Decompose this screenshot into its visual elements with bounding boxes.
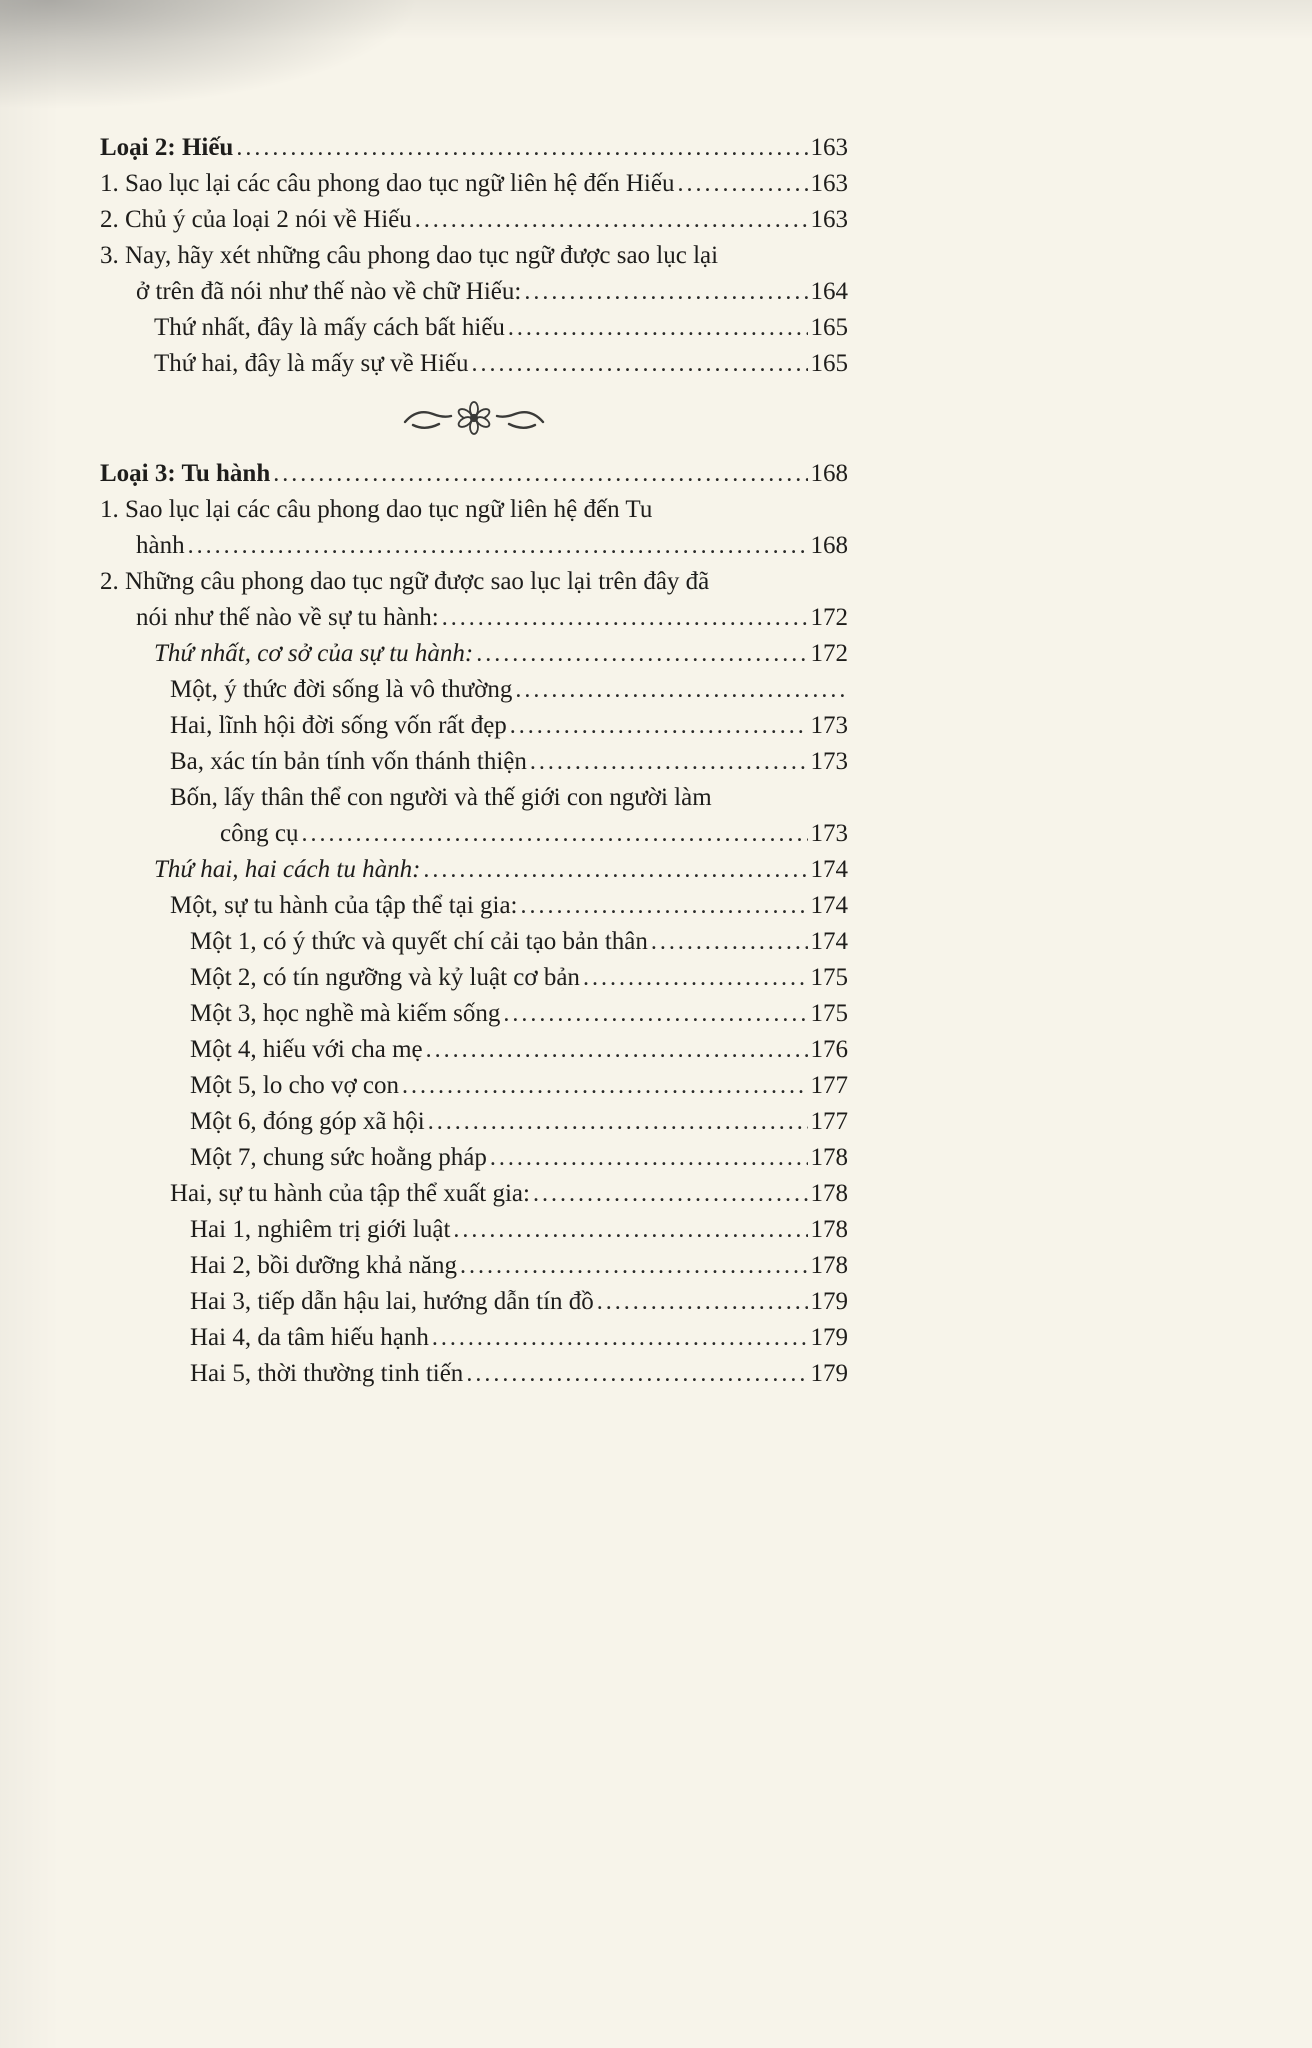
toc-entry <box>100 744 848 780</box>
page-number: 174 <box>810 892 848 919</box>
toc-entry-text: Một 2, có tín ngưỡng và kỷ luật cơ bản <box>190 964 580 991</box>
toc-entry-text: Một 6, đóng góp xã hội <box>190 1108 425 1135</box>
dot-leader <box>521 888 808 924</box>
toc-entry-text: Ba, xác tín bản tính vốn thánh thiện <box>170 748 527 775</box>
page-number: 175 <box>810 964 848 991</box>
toc-entry <box>100 202 848 238</box>
toc-section-loai-2 <box>100 130 848 382</box>
page-number: 165 <box>810 314 848 341</box>
dot-leader <box>524 274 807 310</box>
toc-entry-text: Thứ nhất, cơ sở của sự tu hành: <box>154 640 474 667</box>
page-number: 168 <box>810 460 848 487</box>
page-number: 163 <box>810 134 848 161</box>
dot-leader <box>476 636 807 672</box>
page-number: 172 <box>810 604 848 631</box>
toc-entry-text: Hai 2, bồi dưỡng khả năng <box>190 1252 458 1279</box>
toc-entry-text: Hai 3, tiếp dẫn hậu lai, hướng dẫn tín đồ <box>190 1288 594 1315</box>
toc-entry-text: Loại 3: Tu hành <box>100 460 271 487</box>
dot-leader <box>432 1320 808 1356</box>
toc-entry <box>100 1140 848 1176</box>
toc-entry-text: Một 7, chung sức hoằng pháp <box>190 1144 487 1171</box>
toc-entry-text: Thứ hai, hai cách tu hành: <box>154 856 421 883</box>
toc-entry <box>100 492 848 528</box>
toc-entry <box>100 166 848 202</box>
dot-leader <box>426 1032 808 1068</box>
dot-leader <box>415 202 808 238</box>
dot-leader <box>428 1104 808 1140</box>
page-number: 163 <box>810 170 848 197</box>
dot-leader <box>301 816 807 852</box>
dot-leader <box>273 456 807 492</box>
toc-entry-text: Một, sự tu hành của tập thể tại gia: <box>170 892 518 919</box>
page-number: 172 <box>810 640 848 667</box>
dot-leader <box>515 672 845 708</box>
toc-entry-text: Hai, lĩnh hội đời sống vốn rất đẹp <box>170 712 507 739</box>
dot-leader <box>530 744 808 780</box>
toc-entry-text: Hai 1, nghiêm trị giới luật <box>190 1216 451 1243</box>
dot-leader <box>402 1068 807 1104</box>
toc-entry <box>100 1104 848 1140</box>
page-number: 163 <box>810 206 848 233</box>
toc-entry-text: Một, ý thức đời sống là vô thường <box>170 676 513 703</box>
dot-leader <box>472 346 808 382</box>
dot-leader <box>651 924 808 960</box>
toc-entry <box>100 274 848 310</box>
toc-entry-text: Một 5, lo cho vợ con <box>190 1072 400 1099</box>
toc-entry <box>100 1212 848 1248</box>
toc-entry <box>100 456 848 492</box>
toc-entry-text: nói như thế nào về sự tu hành: <box>136 604 439 631</box>
page-number: 173 <box>810 820 848 847</box>
dot-leader <box>466 1356 807 1392</box>
page-number: 173 <box>810 712 848 739</box>
page-number: 175 <box>810 1000 848 1027</box>
toc-entry <box>100 1248 848 1284</box>
dot-leader <box>597 1284 808 1320</box>
toc-entry-text: 1. Sao lục lại các câu phong dao tục ngữ liên hệ đến Tu <box>100 496 653 523</box>
page-number: 176 <box>810 1036 848 1063</box>
toc-entry <box>100 310 848 346</box>
page-number: 174 <box>810 856 848 883</box>
toc-entry-text: Hai, sự tu hành của tập thể xuất gia: <box>170 1180 530 1207</box>
page-number: 178 <box>810 1144 848 1171</box>
toc-entry <box>100 780 848 816</box>
page-number: 178 <box>810 1216 848 1243</box>
dot-leader <box>583 960 808 996</box>
toc-entry <box>100 564 848 600</box>
page-number: 173 <box>810 748 848 775</box>
page-number: 177 <box>810 1072 848 1099</box>
toc-entry-text: Hai 4, da tâm hiếu hạnh <box>190 1324 429 1351</box>
toc-entry-text: 2. Những câu phong dao tục ngữ được sao lục lại trên đây đã <box>100 568 710 595</box>
toc-entry <box>100 600 848 636</box>
toc-entry <box>100 636 848 672</box>
toc-entry <box>100 708 848 744</box>
toc-entry-text: Loại 2: Hiếu <box>100 134 234 161</box>
dot-leader <box>677 166 807 202</box>
toc-entry <box>100 1356 848 1392</box>
toc-entry <box>100 346 848 382</box>
page-number: 178 <box>810 1252 848 1279</box>
dot-leader <box>188 528 808 564</box>
toc-entry-text: 1. Sao lục lại các câu phong dao tục ngữ liên hệ đến Hiếu <box>100 170 675 197</box>
dot-leader <box>442 600 808 636</box>
toc-entry <box>100 528 848 564</box>
page-number: 179 <box>810 1324 848 1351</box>
floral-divider-icon <box>100 398 848 438</box>
toc-entry-text: Một 1, có ý thức và quyết chí cải tạo bản thân <box>190 928 648 955</box>
toc-entry-text: hành <box>136 532 185 559</box>
dot-leader <box>490 1140 808 1176</box>
page-number: 177 <box>810 1108 848 1135</box>
toc-entry <box>100 1284 848 1320</box>
page-number: 179 <box>810 1360 848 1387</box>
page-number: 165 <box>810 350 848 377</box>
toc-entry-text: công cụ <box>220 820 299 847</box>
toc-entry <box>100 888 848 924</box>
toc-entry <box>100 924 848 960</box>
toc-entry <box>100 960 848 996</box>
toc-entry <box>100 1068 848 1104</box>
page-number: 179 <box>810 1288 848 1315</box>
toc-entry <box>100 1032 848 1068</box>
toc-entry <box>100 996 848 1032</box>
page-number: 164 <box>810 278 848 305</box>
dot-leader <box>236 130 807 166</box>
page-number: 168 <box>810 532 848 559</box>
toc-entry-text: Thứ hai, đây là mấy sự về Hiếu <box>154 350 469 377</box>
toc-entry-text: Thứ nhất, đây là mấy cách bất hiếu <box>154 314 505 341</box>
dot-leader <box>533 1176 808 1212</box>
toc-entry <box>100 672 848 708</box>
dot-leader <box>503 996 807 1032</box>
toc-entry <box>100 852 848 888</box>
toc-entry <box>100 1176 848 1212</box>
dot-leader <box>508 310 808 346</box>
toc-entry-text: Bốn, lấy thân thể con người và thế giới con người làm <box>170 784 712 811</box>
toc-entry <box>100 130 848 166</box>
dot-leader <box>460 1248 807 1284</box>
toc-entry-text: 3. Nay, hãy xét những câu phong dao tục ngữ được sao lục lại <box>100 242 719 269</box>
toc-entry-text: Một 3, học nghề mà kiếm sống <box>190 1000 501 1027</box>
toc-content <box>100 130 848 1392</box>
toc-section-loai-3 <box>100 456 848 1392</box>
toc-entry-text: 2. Chủ ý của loại 2 nói về Hiếu <box>100 206 412 233</box>
page-number: 174 <box>810 928 848 955</box>
toc-entry-text: Một 4, hiếu với cha mẹ <box>190 1036 423 1063</box>
dot-leader <box>453 1212 807 1248</box>
toc-entry <box>100 1320 848 1356</box>
toc-entry-text: ở trên đã nói như thế nào về chữ Hiếu: <box>136 278 522 305</box>
toc-entry <box>100 816 848 852</box>
page-number: 178 <box>810 1180 848 1207</box>
dot-leader <box>510 708 808 744</box>
toc-entry <box>100 238 848 274</box>
dot-leader <box>423 852 807 888</box>
toc-entry-text: Hai 5, thời thường tinh tiến <box>190 1360 464 1387</box>
